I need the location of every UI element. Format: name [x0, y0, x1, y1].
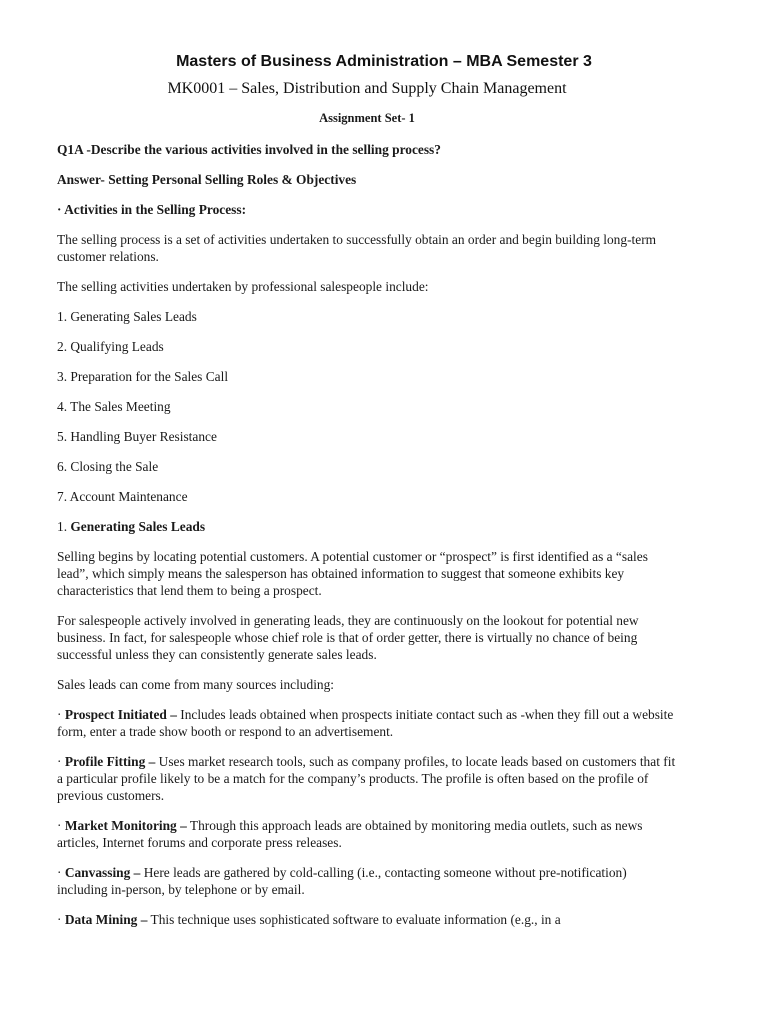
list-item: 1. Generating Sales Leads: [57, 309, 197, 324]
source-item: [57, 817, 680, 851]
list-intro: The selling activities undertaken by professional salespeople include:: [57, 279, 429, 294]
section-number: 1.: [57, 519, 71, 534]
course-subtitle: MK0001 – Sales, Distribution and Supply Chain Management: [167, 80, 567, 97]
paragraph: Sales leads can come from many sources including:: [57, 677, 335, 692]
source-text: Through this approach leads are obtained by monitoring media outlets, such as news articles, Internet forums and corporate press releases.: [57, 818, 643, 850]
bullet: ·: [57, 707, 65, 722]
source-item: [57, 911, 680, 928]
source-text: This technique uses sophisticated software to evaluate information (e.g., in a: [147, 912, 561, 927]
bullet: ·: [57, 912, 65, 927]
source-text: Uses market research tools, such as company profiles, to locate leads based on customers that fit a particular profile likely to be a match for the company’s products. The profile is often based on the profile of previous customers.: [57, 754, 676, 803]
source-term: Prospect Initiated –: [64, 707, 177, 722]
intro-paragraph: The selling process is a set of activities undertaken to successfully obtain an order and begin building long-term customer relations.: [57, 232, 657, 264]
assignment-label: Assignment Set- 1: [319, 111, 415, 125]
list-item: 4. The Sales Meeting: [57, 399, 171, 414]
list-item: 7. Account Maintenance: [57, 489, 188, 504]
question-heading: Q1A -Describe the various activities involved in the selling process?: [57, 142, 441, 157]
section-heading: [57, 518, 680, 535]
paragraph: Selling begins by locating potential customers. A potential customer or “prospect” is first identified as a “sales lead”, which simply means the salesperson has obtained information to suggest that someone exhibits key characteristics that lend them to being a prospect.: [57, 549, 648, 598]
source-term: Market Monitoring –: [64, 818, 187, 833]
source-term: Profile Fitting –: [64, 754, 156, 769]
activities-heading: · Activities in the Selling Process:: [57, 202, 247, 217]
section-title: Generating Sales Leads: [70, 519, 206, 534]
paragraph: For salespeople actively involved in generating leads, they are continuously on the lookout for potential new business. In fact, for salespeople whose chief role is that of order getter, there is virtually no chance of being successful unless they can consistently generate sales leads.: [57, 613, 639, 662]
source-text: Includes leads obtained when prospects initiate contact such as -when they fill out a website form, enter a trade show booth or respond to an advertisement.: [57, 707, 674, 739]
bullet: ·: [57, 754, 65, 769]
source-term: Canvassing –: [64, 865, 141, 880]
source-item: [57, 706, 680, 740]
list-item: 3. Preparation for the Sales Call: [57, 369, 229, 384]
bullet: ·: [57, 818, 65, 833]
document-title: Masters of Business Administration – MBA Semester 3: [176, 53, 592, 70]
source-item: [57, 864, 680, 898]
list-item: 2. Qualifying Leads: [57, 339, 164, 354]
bullet: ·: [57, 865, 65, 880]
list-item: 6. Closing the Sale: [57, 459, 159, 474]
source-term: Data Mining –: [64, 912, 148, 927]
source-item: [57, 753, 680, 804]
source-text: Here leads are gathered by cold-calling (i.e., contacting someone without pre-notification) including in-person, by telephone or by email.: [57, 865, 627, 897]
answer-heading: Answer- Setting Personal Selling Roles & Objectives: [57, 172, 357, 187]
document-body: [57, 141, 680, 941]
list-item: 5. Handling Buyer Resistance: [57, 429, 217, 444]
